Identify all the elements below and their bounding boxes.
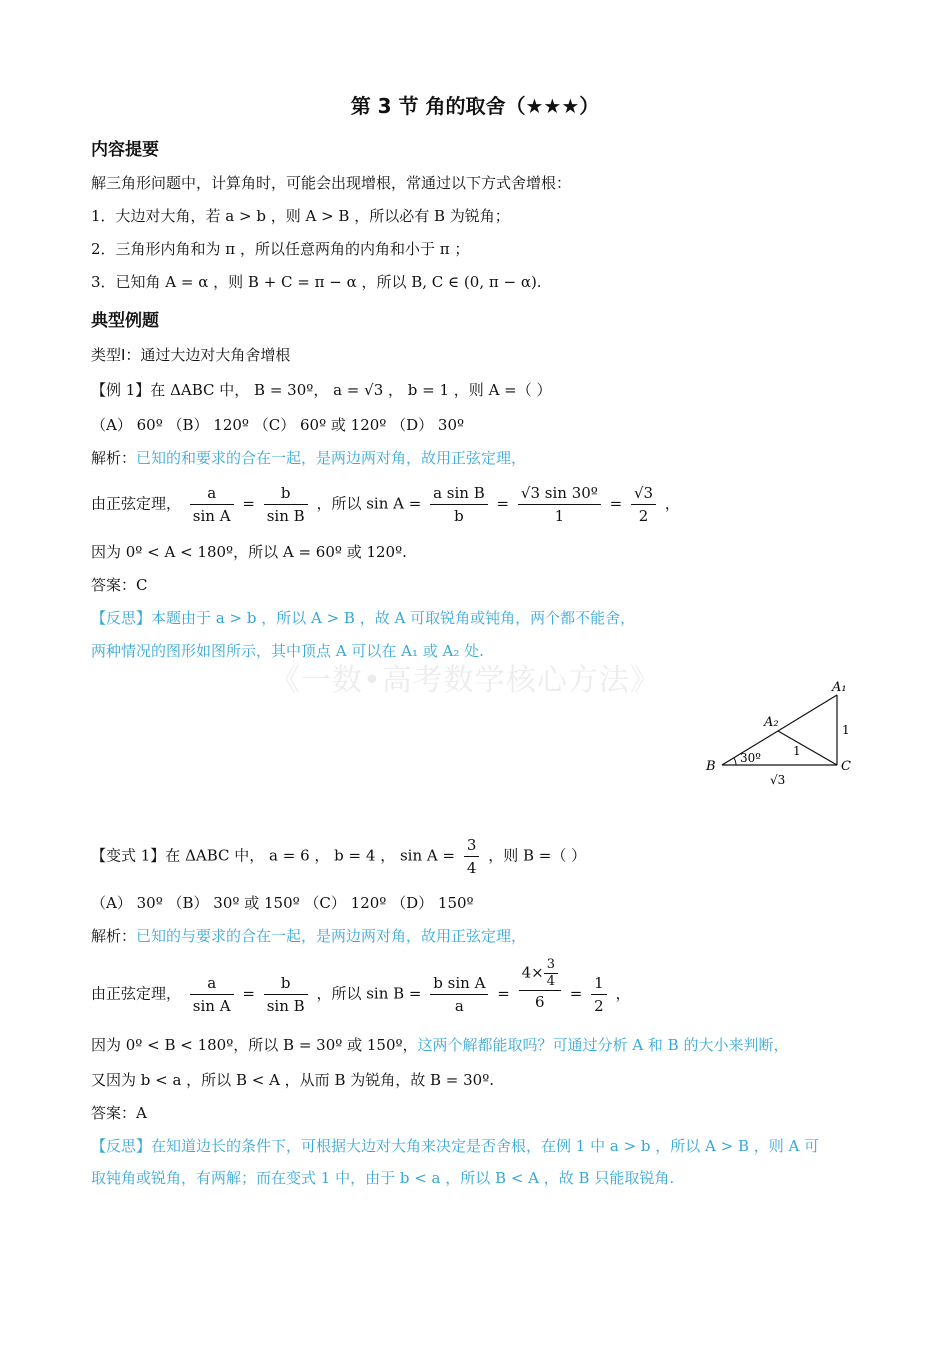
reflection-text: 在知道边长的条件下，可根据大边对大角来决定是否舍根，在例 1 中 a > b ，所以 A > B ，则 A 可	[151, 1137, 820, 1155]
variant1-also: 又因为 b < a ，所以 B < A ，从而 B 为锐角，故 B = 30º.	[91, 1071, 495, 1089]
analysis-label: 解析：	[91, 927, 137, 945]
coef: 4×	[521, 963, 544, 981]
example1-question: 【例 1】在 ΔABC 中， B = 30º， a = √3 ， b = 1 ，则 A =（ ）	[91, 381, 552, 399]
label-A2: A₂	[764, 715, 779, 730]
fraction: $\frac{a}{\text{sin A}}$	[190, 482, 234, 527]
example1-reflection-1	[91, 607, 635, 628]
law-prefix: 由正弦定理，	[91, 984, 182, 1003]
example1-because: 因为 0º < A < 180º，所以 A = 60º 或 120º.	[91, 543, 407, 561]
reflection-label: 【反思】	[91, 609, 152, 627]
variant1-because	[91, 1034, 788, 1055]
comma: ，	[664, 494, 680, 513]
label-side-A1C: 1	[842, 723, 850, 737]
section-heading-summary: 内容提要	[91, 140, 159, 160]
page-title: 第 3 节 角的取舍（★★★）	[350, 94, 600, 118]
fraction: $\frac{a}{\text{sin A}}$	[190, 972, 234, 1017]
variant1-answer: 答案：A	[91, 1104, 147, 1122]
fraction: $\frac{\text{b sin A}}{a}$	[430, 972, 488, 1017]
summary-item-1: 1．大边对大角，若 a > b ，则 A > B ，所以必有 B 为锐角；	[91, 207, 510, 225]
variant1-options: （A） 30º （B） 30º 或 150º （C） 120º （D） 150º	[91, 894, 474, 912]
label-B: B	[706, 759, 716, 774]
angle-arc	[734, 758, 736, 765]
equals: =	[497, 984, 510, 1003]
example1-derivation	[91, 482, 680, 527]
because-text: 因为 0º < B < 180º，所以 B = 30º 或 150º，	[91, 1036, 418, 1054]
so-text: ，所以 sin B =	[316, 984, 422, 1003]
equals: =	[242, 984, 255, 1003]
summary-item-3: 3．已知角 A = α ，则 B + C = π − α ，所以 B, C ∈ (0, π − α).	[91, 273, 542, 291]
variant1-analysis	[91, 925, 526, 946]
question-text: 【变式 1】在 ΔABC 中， a = 6 ， b = 4 ， sin A =	[91, 846, 456, 865]
reflection-text: 本题由于 a > b ，所以 A > B ，故 A 可取锐角或钝角，两个都不能舍，	[151, 609, 636, 627]
fraction: $\frac{\text{√3 sin 30º}}{1}$	[518, 482, 601, 527]
variant1-reflection-2: 取钝角或锐角，有两解；而在变式 1 中，由于 b < a ，所以 B < A ，故 B 只能取锐角.	[91, 1169, 675, 1187]
fraction: $\frac{b}{\text{sin B}}$	[264, 482, 308, 527]
triangle-figure	[700, 675, 870, 795]
side-A2C	[778, 731, 837, 765]
comma: ，	[615, 984, 631, 1003]
compound-fraction: 4× $\frac{3}{4}$ 6	[519, 957, 561, 1013]
fraction: $\frac{b}{\text{sin B}}$	[264, 972, 308, 1017]
question-tail: ，则 B =（ ）	[488, 846, 587, 865]
example1-analysis	[91, 447, 526, 468]
equals: =	[496, 494, 510, 513]
fraction: $\frac{3}{4}$	[464, 834, 480, 879]
example1-reflection-2: 两种情况的图形如图所示，其中顶点 A 可以在 A₁ 或 A₂ 处.	[91, 642, 484, 660]
law-prefix: 由正弦定理，	[91, 494, 182, 513]
analysis-text: 已知的和要求的合在一起，是两边两对角，故用正弦定理，	[136, 449, 527, 467]
equals: =	[569, 984, 583, 1003]
fraction: $\frac{\text{a sin B}}{b}$	[430, 482, 488, 527]
summary-intro: 解三角形问题中，计算角时，可能会出现增根，常通过以下方式舍增根：	[91, 174, 572, 192]
label-angle: 30º	[740, 751, 761, 765]
fraction: $\frac{1}{2}$	[591, 972, 607, 1017]
analysis-label: 解析：	[91, 449, 137, 467]
variant1-reflection-1	[91, 1135, 819, 1156]
equals: =	[242, 494, 255, 513]
watermark: 《一数•高考数学核心方法》	[270, 663, 661, 698]
label-side-A2C: 1	[793, 744, 801, 758]
analysis-text: 已知的与要求的合在一起，是两边两对角，故用正弦定理，	[136, 927, 527, 945]
because-hint: 这两个解都能取吗？可通过分析 A 和 B 的大小来判断，	[417, 1036, 789, 1054]
inner-fraction: $\frac{3}{4}$	[544, 957, 558, 990]
variant1-derivation	[91, 956, 631, 1017]
label-A1: A₁	[832, 680, 847, 695]
equals: =	[609, 494, 623, 513]
section-heading-examples: 典型例题	[91, 311, 159, 331]
example1-answer: 答案：C	[91, 576, 148, 594]
type-label: 类型Ⅰ：通过大边对大角舍增根	[91, 346, 291, 364]
example1-options: （A） 60º （B） 120º （C） 60º 或 120º （D） 30º	[91, 416, 465, 434]
label-C: C	[841, 759, 851, 774]
summary-item-2: 2．三角形内角和为 π ，所以任意两角的内角和小于 π ；	[91, 240, 470, 258]
reflection-label: 【反思】	[91, 1137, 152, 1155]
label-side-BC: √3	[770, 773, 786, 787]
so-text: ，所以 sin A =	[316, 494, 422, 513]
variant1-question	[91, 834, 586, 879]
fraction: $\frac{√3}{2}$	[631, 482, 656, 527]
